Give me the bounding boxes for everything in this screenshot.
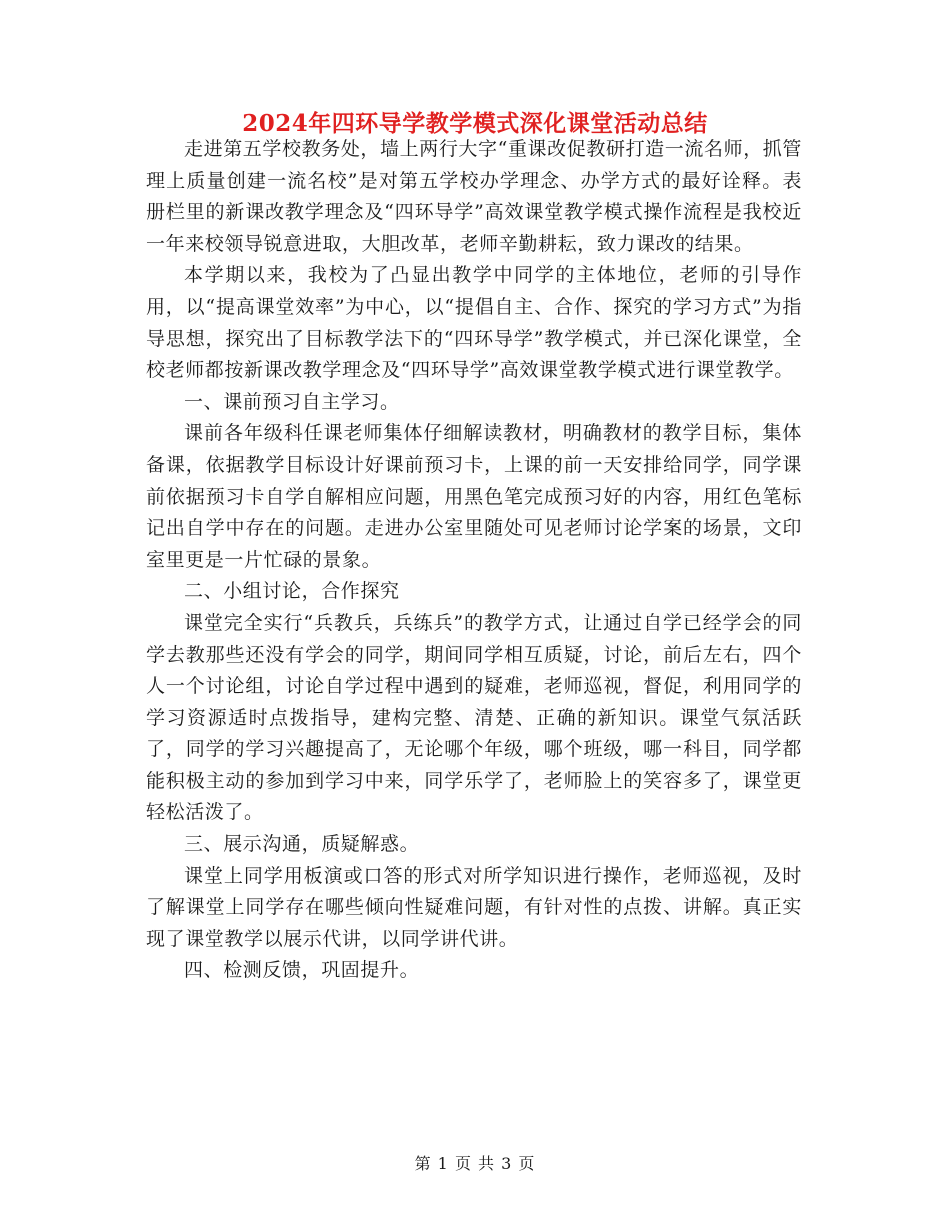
paragraph-presentation: 课堂上同学用板演或口答的形式对所学知识进行操作，老师巡视，及时了解课堂上同学存在哪些倾向性疑难问题，有针对性的点拨、讲解。真正实现了课堂教学以展示代讲，以同学讲代讲。 [146,864,802,950]
page-number-footer: 第 1 页 共 3 页 [414,1154,536,1173]
section-heading-group-discussion: 二、小组讨论，合作探究 [184,580,400,603]
paragraph-intro: 走进第五学校教务处，墙上两行大字“重课改促教研打造一流名师，抓管理上质量创建一流名校”是对第五学校办学理念、办学方式的最好诠释。表册栏里的新课改教学理念及“四环导学”高效课堂教学模式操作流程是我校近一年来校领导锐意进取，大胆改革，老师辛勤耕耘，致力课改的结果。 [146,138,802,255]
section-heading-preview: 一、课前预习自主学习。 [184,390,400,413]
paragraph-group-discussion: 课堂完全实行“兵教兵，兵练兵”的教学方式，让通过自学已经学会的同学去教那些还没有学会的同学，期间同学相互质疑，讨论，前后左右，四个人一个讨论组，讨论自学过程中遇到的疑难，老师巡视，督促，利用同学的学习资源适时点拨指导，建构完整、清楚、正确的新知识。课堂气氛活跃了，同学的学习兴趣提高了，无论哪个年级，哪个班级，哪一科目，同学都能积极主动的参加到学习中来，同学乐学了，老师脸上的笑容多了，课堂更轻松活泼了。 [146,611,802,824]
document-title: 2024年四环导学教学模式深化课堂活动总结 [242,110,708,137]
section-heading-presentation: 三、展示沟通，质疑解惑。 [184,833,420,856]
section-heading-feedback: 四、检测反馈，巩固提升。 [184,959,420,982]
paragraph-preview: 课前各年级科任课老师集体仔细解读教材，明确教材的教学目标，集体备课，依据教学目标设计好课前预习卡，上课的前一天安排给同学，同学课前依据预习卡自学自解相应问题，用黑色笔完成预习好的内容，用红色笔标记出自学中存在的问题。走进办公室里随处可见老师讨论学案的场景，文印室里更是一片忙碌的景象。 [146,422,802,571]
paragraph-overview: 本学期以来，我校为了凸显出教学中同学的主体地位，老师的引导作用，以“提高课堂效率”为中心，以“提倡自主、合作、探究的学习方式”为指导思想，探究出了目标教学法下的“四环导学”教学模式，并已深化课堂，全校老师都按新课改教学理念及“四环导学”高效课堂教学模式进行课堂教学。 [146,264,802,382]
document-body [146,134,802,987]
